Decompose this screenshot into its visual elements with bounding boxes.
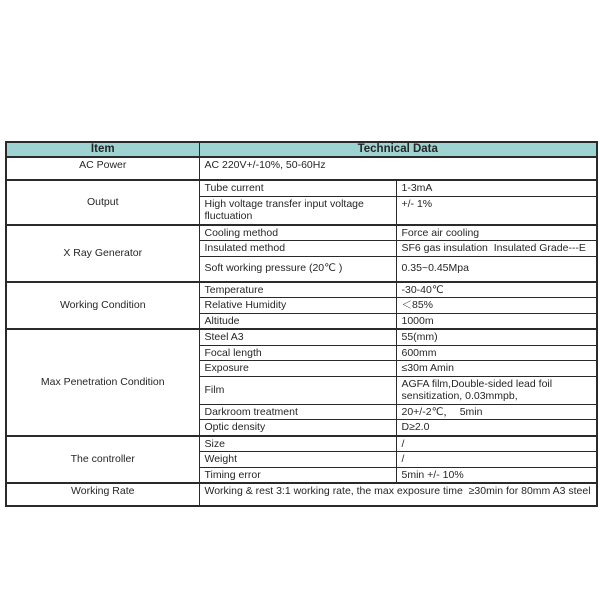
column-header-technical-data: Technical Data	[199, 142, 597, 157]
spec-name-cell: Focal length	[199, 345, 396, 361]
table-row-working-rate	[6, 483, 597, 506]
table-header-row	[6, 142, 597, 157]
spec-value-cell: 1000m	[396, 313, 597, 329]
item-cell-the-controller: The controller	[6, 436, 199, 484]
spec-value-cell: Force air cooling	[396, 225, 597, 241]
spec-value-cell: /	[396, 436, 597, 452]
spec-value-cell: 20+/-2℃， 5min	[396, 404, 597, 420]
spec-name-cell: Timing error	[199, 467, 396, 483]
column-header-item: Item	[6, 142, 199, 157]
item-cell-output: Output	[6, 180, 199, 225]
spec-name-cell: Altitude	[199, 313, 396, 329]
table-row-steel-a3	[6, 329, 597, 345]
spec-name-cell: Steel A3	[199, 329, 396, 345]
spec-name-cell: High voltage transfer input voltage fluctuation	[199, 196, 396, 225]
spec-name-cell: Darkroom treatment	[199, 404, 396, 420]
spec-value-cell: -30-40℃	[396, 282, 597, 298]
spec-name-cell: Insulated method	[199, 241, 396, 257]
table-row-size	[6, 436, 597, 452]
value-cell-working-rate: Working & rest 3:1 working rate, the max exposure time ≥30min for 80mm A3 steel	[199, 483, 597, 506]
spec-value-cell: D≥2.0	[396, 420, 597, 436]
spec-name-cell: Exposure	[199, 361, 396, 377]
spec-name-cell: Optic density	[199, 420, 396, 436]
spec-value-cell: /	[396, 452, 597, 468]
item-cell-x-ray-generator: X Ray Generator	[6, 225, 199, 282]
table-row-cooling-method	[6, 225, 597, 241]
spec-value-cell: 0.35~0.45Mpa	[396, 256, 597, 282]
item-cell-working-condition: Working Condition	[6, 282, 199, 330]
spec-value-cell: AGFA film,Double-sided lead foil sensitization, 0.03mmpb,	[396, 376, 597, 404]
spec-value-cell: ＜85%	[396, 298, 597, 314]
table-row-temperature	[6, 282, 597, 298]
item-cell-max-penetration-condition: Max Penetration Condition	[6, 329, 199, 436]
spec-value-cell: +/- 1%	[396, 196, 597, 225]
spec-value-cell: 5min +/- 10%	[396, 467, 597, 483]
table-row-ac-power	[6, 157, 597, 180]
spec-name-cell: Relative Humidity	[199, 298, 396, 314]
spec-name-cell: Tube current	[199, 180, 396, 196]
technical-spec-table	[5, 141, 598, 507]
spec-name-cell: Cooling method	[199, 225, 396, 241]
spec-value-cell: 55(mm)	[396, 329, 597, 345]
spec-value-cell: 1-3mA	[396, 180, 597, 196]
spec-name-cell: Soft working pressure (20℃ )	[199, 256, 396, 282]
item-cell-ac-power: AC Power	[6, 157, 199, 180]
spec-value-cell: 600mm	[396, 345, 597, 361]
spec-name-cell: Temperature	[199, 282, 396, 298]
spec-name-cell: Film	[199, 376, 396, 404]
table-row-tube-current	[6, 180, 597, 196]
item-cell-working-rate: Working Rate	[6, 483, 199, 506]
value-cell-ac-power: AC 220V+/-10%, 50-60Hz	[199, 157, 597, 180]
spec-name-cell: Weight	[199, 452, 396, 468]
spec-name-cell: Size	[199, 436, 396, 452]
spec-value-cell: SF6 gas insulation Insulated Grade---E	[396, 241, 597, 257]
spec-value-cell: ≤30m Amin	[396, 361, 597, 377]
